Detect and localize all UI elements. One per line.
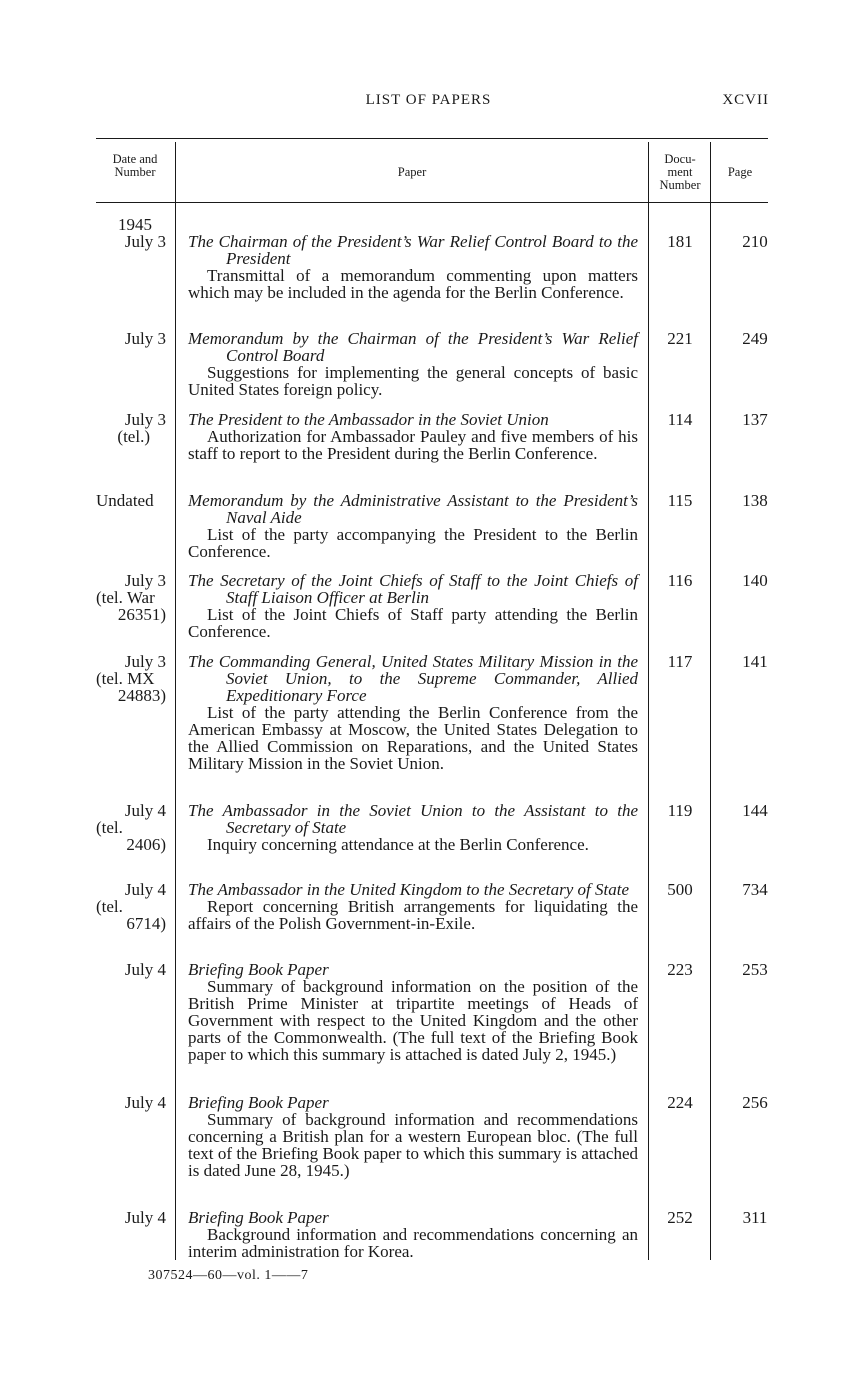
- column-divider-paper: [648, 142, 649, 1260]
- column-divider-doc: [710, 142, 711, 1260]
- page-title: LIST OF PAPERS: [365, 92, 492, 108]
- table-top-rule: [96, 138, 768, 139]
- header-bottom-rule: [96, 202, 768, 203]
- column-header-paper: Paper: [397, 165, 427, 179]
- column-header-page: Page: [727, 165, 753, 179]
- printer-footer: 307524—60—vol. 1——7: [148, 1268, 309, 1283]
- column-divider-date: [175, 142, 176, 1260]
- page-number: XCVII: [722, 92, 769, 108]
- year-label: 1945: [118, 215, 152, 234]
- column-header-date: Date and Number: [112, 152, 158, 179]
- column-header-doc: Docu- ment Number: [659, 152, 701, 192]
